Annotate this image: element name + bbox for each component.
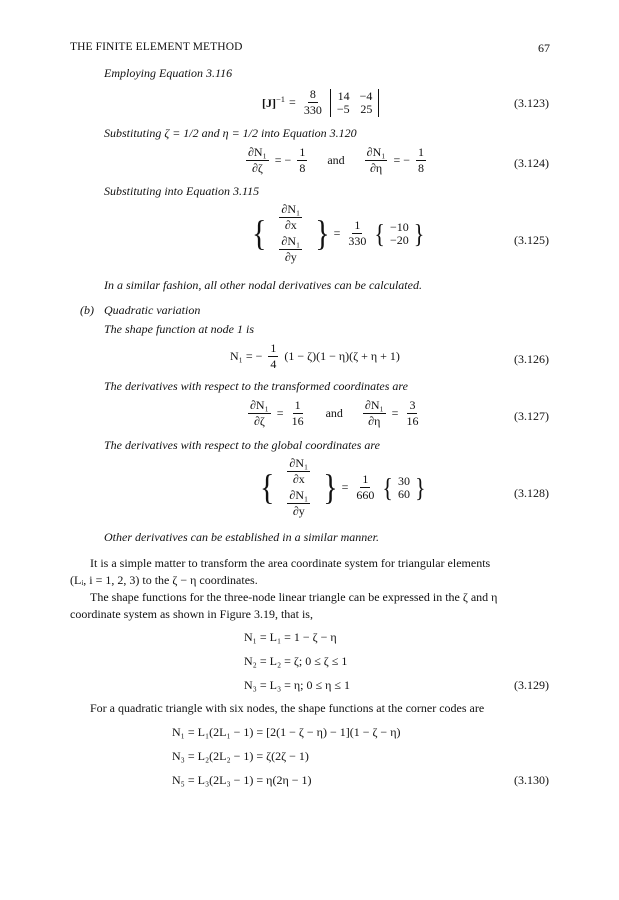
- intro-3-123: Employing Equation 3.116: [104, 66, 233, 80]
- equation-3-128: { $\frac{\text{∂N₁}}{\partial x}$ $\frac{\text{∂N₁}}{\partial y}$ } = $\frac{1}{660}$ { 30 60 }: [260, 456, 426, 518]
- paragraph-2-line-2: coordinate system as shown in Figure 3.19, that is,: [70, 607, 313, 621]
- eq-3-130-line-3: N₅ = L₃(2L₃ − 1) = η(2η − 1): [172, 773, 312, 787]
- right-brace: }: [315, 213, 330, 253]
- equation-3-123: $[J]^{-1}$ = $\frac{8}{330}$ 14 −4 −5 25: [262, 88, 379, 117]
- eqno-3-125: (3.125): [514, 233, 549, 247]
- page-number: 67: [538, 41, 550, 55]
- eqno-3-130: (3.130): [514, 773, 549, 787]
- equation-3-125: { $\frac{\text{∂N₁}}{\partial x}$ $\frac{\text{∂N₁}}{\partial y}$ } = $\frac{1}{330}$ { −10 −20 }: [252, 202, 425, 264]
- intro-3-126: The shape function at node 1 is: [104, 322, 254, 336]
- other-derivatives-note: Other derivatives can be established in a similar manner.: [104, 530, 379, 544]
- eqno-3-124: (3.124): [514, 156, 549, 170]
- item-label-b: (b): [80, 303, 94, 317]
- paragraph-1-line-2: (Lᵢ, i = 1, 2, 3) to the ζ − η coordinates.: [70, 573, 258, 587]
- intro-3-127: The derivatives with respect to the transformed coordinates are: [104, 379, 408, 393]
- jacobian-inverse: $[J]^{-1}$: [262, 94, 286, 110]
- eq-3-129-line-3: N₃ = L₃ = η; 0 ≤ η ≤ 1: [244, 678, 350, 692]
- left-brace: {: [252, 213, 267, 253]
- fraction: $\frac{8}{330}$: [303, 87, 322, 117]
- eqno-3-129: (3.129): [514, 678, 549, 692]
- intro-3-128: The derivatives with respect to the global coordinates are: [104, 438, 380, 452]
- eq-3-129-line-2: N₂ = L₂ = ζ; 0 ≤ ζ ≤ 1: [244, 654, 348, 668]
- equation-3-127: $\frac{\text{∂N₁}}{\partial\zeta}$ = $\frac{1}{16}$ and $\frac{\text{∂N₁}}{\partial\eta}$ = $\frac{3}{16}$: [250, 398, 419, 428]
- equation-3-126: N₁ = − $\frac{1}{4}$ (1 − ζ)(1 − η)(ζ + η + 1): [230, 341, 400, 371]
- paragraph-2-line-1: The shape functions for the three-node linear triangle can be expressed in the ζ and η: [90, 590, 498, 604]
- subsection-title: Quadratic variation: [104, 303, 201, 317]
- running-title: THE FINITE ELEMENT METHOD: [70, 41, 243, 53]
- eqno-3-123: (3.123): [514, 96, 549, 110]
- eq-3-129-line-1: N₁ = L₁ = 1 − ζ − η: [244, 630, 337, 644]
- eqno-3-128: (3.128): [514, 486, 549, 500]
- similar-fashion-note: In a similar fashion, all other nodal derivatives can be calculated.: [104, 278, 422, 292]
- paragraph-3: For a quadratic triangle with six nodes, the shape functions at the corner codes are: [90, 701, 485, 715]
- matrix: 14 −4 −5 25: [330, 89, 380, 117]
- eq-3-130-line-1: N₁ = L₁(2L₁ − 1) = [2(1 − ζ − η) − 1](1 − ζ − η): [172, 725, 401, 739]
- intro-3-125: Substituting into Equation 3.115: [104, 184, 260, 198]
- eqno-3-126: (3.126): [514, 352, 549, 366]
- equation-3-124: $\frac{\text{∂N₁}}{\partial\zeta}$ = − $\frac{1}{8}$ and $\frac{\text{∂N₁}}{\partial\eta}$ = − $\frac{1}{8}$: [248, 145, 424, 175]
- intro-3-124: Substituting ζ = 1/2 and η = 1/2 into Equation 3.120: [104, 126, 357, 140]
- eqno-3-127: (3.127): [514, 409, 549, 423]
- eq-3-130-line-2: N₃ = L₂(2L₂ − 1) = ζ(2ζ − 1): [172, 749, 309, 763]
- derivative-vector: $\frac{\text{∂N₁}}{\partial x}$ $\frac{\text{∂N₁}}{\partial y}$: [281, 202, 301, 264]
- paragraph-1-line-1: It is a simple matter to transform the area coordinate system for triangular elements: [90, 556, 491, 570]
